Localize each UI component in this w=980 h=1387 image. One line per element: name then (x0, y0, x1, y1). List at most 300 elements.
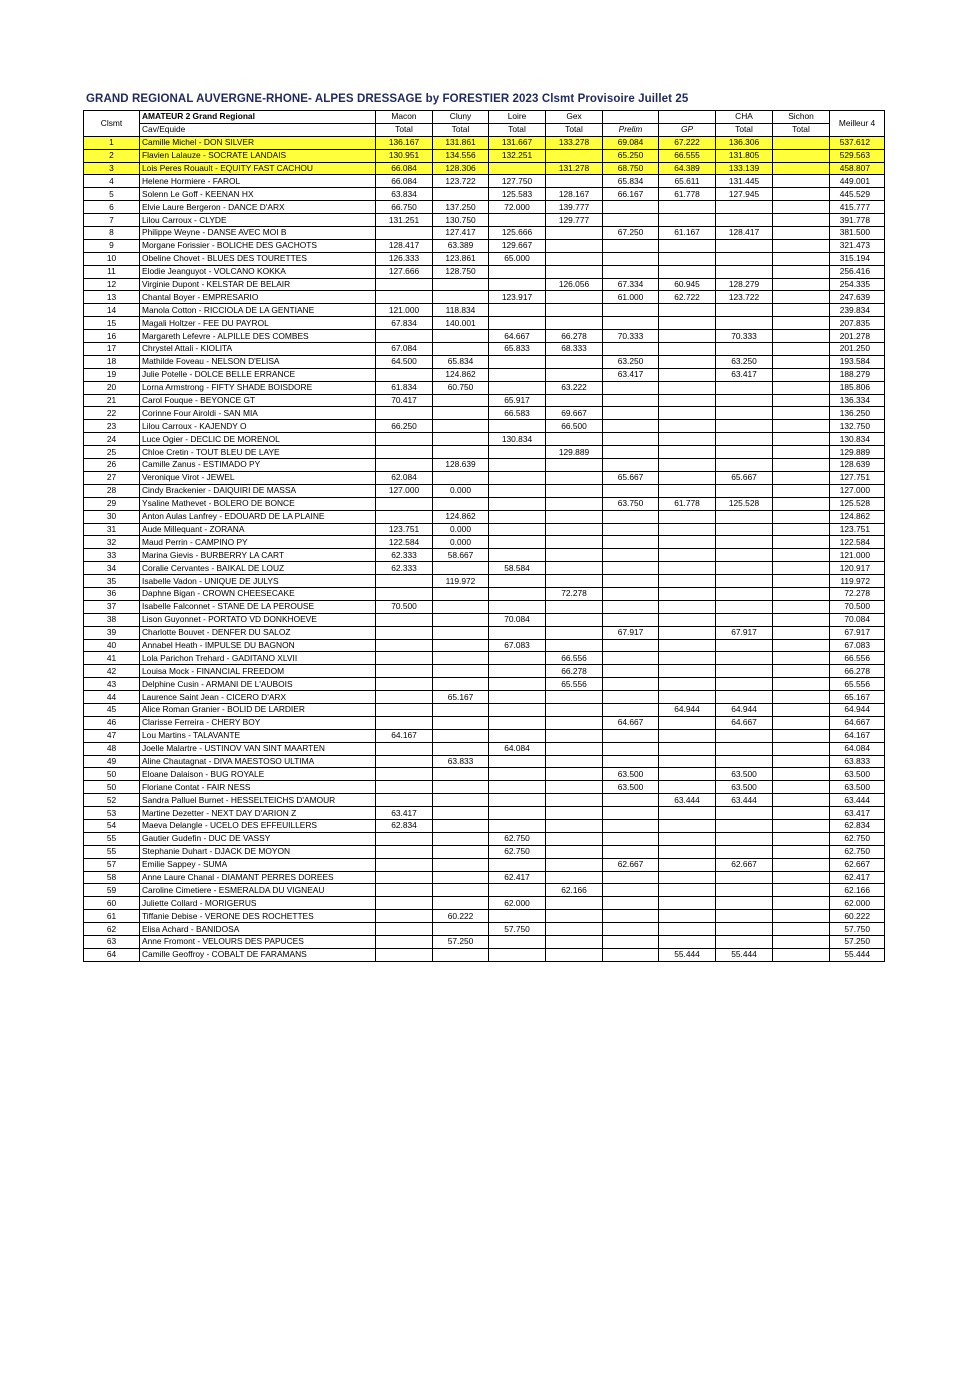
rank-cell: 53 (84, 807, 140, 820)
score-cell-sichon (773, 652, 830, 665)
best-four-cell: 60.222 (830, 910, 885, 923)
score-cell-gp (659, 936, 716, 949)
score-cell-gex (546, 433, 603, 446)
rank-cell: 24 (84, 433, 140, 446)
score-cell-sichon (773, 858, 830, 871)
score-cell-gp: 62.722 (659, 291, 716, 304)
score-cell-prelim: 65.667 (603, 471, 659, 484)
score-cell-gex: 68.333 (546, 343, 603, 356)
score-cell-prelim (603, 201, 659, 214)
header-row-bottom (84, 123, 885, 136)
rank-cell: 57 (84, 858, 140, 871)
rank-cell: 48 (84, 742, 140, 755)
score-cell-gp (659, 910, 716, 923)
score-cell-sichon (773, 819, 830, 832)
best-four-cell: 136.250 (830, 407, 885, 420)
rider-horse-cell: Chloe Cretin - TOUT BLEU DE LAYE (140, 446, 376, 459)
table-row (84, 652, 885, 665)
score-cell-macon: 127.666 (376, 265, 433, 278)
column-header-gp-top (659, 111, 716, 124)
score-cell-cluny (433, 807, 489, 820)
score-cell-sichon (773, 613, 830, 626)
score-cell-gex (546, 832, 603, 845)
score-cell-loire (489, 794, 546, 807)
score-cell-gp (659, 781, 716, 794)
score-cell-sichon (773, 936, 830, 949)
score-cell-gex (546, 575, 603, 588)
best-four-cell: 63.833 (830, 755, 885, 768)
score-cell-cluny (433, 587, 489, 600)
score-cell-loire (489, 587, 546, 600)
rider-horse-cell: Floriane Contat - FAIR NESS (140, 781, 376, 794)
score-cell-cha: 70.333 (716, 330, 773, 343)
rider-horse-cell: Corinne Four Airoldi - SAN MIA (140, 407, 376, 420)
score-cell-cha (716, 897, 773, 910)
score-cell-prelim (603, 948, 659, 961)
score-cell-cha (716, 201, 773, 214)
rider-horse-cell: Solenn Le Goff - KEENAN HX (140, 188, 376, 201)
score-cell-sichon (773, 871, 830, 884)
score-cell-cha (716, 549, 773, 562)
score-cell-prelim (603, 394, 659, 407)
score-cell-gex (546, 613, 603, 626)
score-cell-prelim (603, 304, 659, 317)
score-cell-cha (716, 691, 773, 704)
score-cell-loire: 65.000 (489, 252, 546, 265)
score-cell-prelim (603, 343, 659, 356)
score-cell-gp (659, 665, 716, 678)
table-row (84, 265, 885, 278)
score-cell-gp (659, 742, 716, 755)
score-cell-loire (489, 665, 546, 678)
score-cell-macon: 64.167 (376, 729, 433, 742)
score-cell-sichon (773, 407, 830, 420)
rank-cell: 61 (84, 910, 140, 923)
score-cell-gp (659, 252, 716, 265)
table-row (84, 575, 885, 588)
table-row (84, 149, 885, 162)
rank-cell: 44 (84, 691, 140, 704)
score-cell-sichon (773, 394, 830, 407)
best-four-cell: 64.084 (830, 742, 885, 755)
score-cell-cha (716, 394, 773, 407)
score-cell-prelim (603, 742, 659, 755)
score-cell-gex (546, 368, 603, 381)
rider-horse-cell: Flavien Lalauze - SOCRATE LANDAIS (140, 149, 376, 162)
score-cell-prelim: 67.334 (603, 278, 659, 291)
rank-cell: 37 (84, 600, 140, 613)
score-cell-cha: 125.528 (716, 497, 773, 510)
score-cell-gex: 66.278 (546, 330, 603, 343)
table-row (84, 807, 885, 820)
score-cell-cluny: 63.833 (433, 755, 489, 768)
table-row (84, 523, 885, 536)
best-four-cell: 315.194 (830, 252, 885, 265)
table-row (84, 691, 885, 704)
score-cell-gex (546, 703, 603, 716)
score-cell-cha: 65.667 (716, 471, 773, 484)
best-four-cell: 136.334 (830, 394, 885, 407)
score-cell-gex: 69.667 (546, 407, 603, 420)
score-cell-gex (546, 459, 603, 472)
score-cell-macon (376, 459, 433, 472)
best-four-cell: 55.444 (830, 948, 885, 961)
table-row (84, 407, 885, 420)
best-four-cell: 132.750 (830, 420, 885, 433)
score-cell-cluny (433, 497, 489, 510)
best-four-cell: 256.416 (830, 265, 885, 278)
table-row (84, 845, 885, 858)
score-cell-gp (659, 639, 716, 652)
score-cell-macon (376, 923, 433, 936)
best-four-cell: 67.917 (830, 626, 885, 639)
score-cell-prelim (603, 549, 659, 562)
score-cell-macon (376, 575, 433, 588)
best-four-cell: 65.167 (830, 691, 885, 704)
score-cell-gex (546, 355, 603, 368)
score-cell-sichon (773, 562, 830, 575)
score-cell-gp (659, 832, 716, 845)
rider-horse-cell: Daphne Bigan - CROWN CHEESECAKE (140, 587, 376, 600)
rank-cell: 29 (84, 497, 140, 510)
best-four-cell: 62.166 (830, 884, 885, 897)
rank-cell: 58 (84, 871, 140, 884)
score-cell-macon (376, 613, 433, 626)
score-cell-cluny (433, 446, 489, 459)
score-cell-gp: 55.444 (659, 948, 716, 961)
score-cell-cluny (433, 394, 489, 407)
category-header: AMATEUR 2 Grand Regional (140, 111, 376, 124)
score-cell-macon (376, 768, 433, 781)
score-cell-gex (546, 510, 603, 523)
best-four-cell: 201.278 (830, 330, 885, 343)
best-four-cell: 62.834 (830, 819, 885, 832)
score-cell-cha: 131.805 (716, 149, 773, 162)
score-cell-cha: 62.667 (716, 858, 773, 871)
best-four-cell: 67.083 (830, 639, 885, 652)
table-row (84, 936, 885, 949)
score-cell-loire: 127.750 (489, 175, 546, 188)
score-cell-loire (489, 729, 546, 742)
score-cell-sichon (773, 742, 830, 755)
score-cell-prelim (603, 794, 659, 807)
best-four-cell: 537.612 (830, 136, 885, 149)
score-cell-macon (376, 936, 433, 949)
table-row (84, 252, 885, 265)
score-cell-loire: 67.083 (489, 639, 546, 652)
table-row (84, 729, 885, 742)
score-cell-cluny: 60.750 (433, 381, 489, 394)
score-cell-sichon (773, 948, 830, 961)
score-cell-sichon (773, 188, 830, 201)
results-table (83, 110, 885, 962)
score-cell-loire: 131.667 (489, 136, 546, 149)
rank-cell: 26 (84, 459, 140, 472)
score-cell-cluny (433, 188, 489, 201)
score-cell-prelim (603, 613, 659, 626)
rank-cell: 36 (84, 587, 140, 600)
score-cell-sichon (773, 433, 830, 446)
score-cell-loire (489, 626, 546, 639)
score-cell-cha (716, 536, 773, 549)
rider-horse-cell: Lola Parichon Trehard - GADITANO XLVII (140, 652, 376, 665)
score-cell-sichon (773, 703, 830, 716)
score-cell-cluny: 130.750 (433, 214, 489, 227)
score-cell-sichon (773, 381, 830, 394)
table-row (84, 897, 885, 910)
score-cell-macon: 136.167 (376, 136, 433, 149)
table-row (84, 343, 885, 356)
score-cell-cha (716, 871, 773, 884)
score-cell-cluny (433, 562, 489, 575)
rank-cell: 64 (84, 948, 140, 961)
best-four-cell: 121.000 (830, 549, 885, 562)
best-four-cell: 124.862 (830, 510, 885, 523)
rider-horse-cell: Isabelle Falconnet - STANE DE LA PEROUSE (140, 600, 376, 613)
score-cell-prelim: 63.417 (603, 368, 659, 381)
table-row (84, 394, 885, 407)
score-cell-cluny: 0.000 (433, 523, 489, 536)
table-row (84, 227, 885, 240)
rank-cell: 12 (84, 278, 140, 291)
score-cell-prelim (603, 536, 659, 549)
score-cell-cha: 64.944 (716, 703, 773, 716)
score-cell-sichon (773, 497, 830, 510)
score-cell-loire (489, 807, 546, 820)
score-cell-prelim (603, 446, 659, 459)
score-cell-cluny (433, 832, 489, 845)
best-four-cell: 254.335 (830, 278, 885, 291)
rider-horse-cell: Charlotte Bouvet - DENFER DU SALOZ (140, 626, 376, 639)
score-cell-cluny (433, 948, 489, 961)
score-cell-gex (546, 317, 603, 330)
score-cell-macon: 66.250 (376, 420, 433, 433)
score-cell-sichon (773, 227, 830, 240)
table-row (84, 368, 885, 381)
score-cell-macon: 127.000 (376, 484, 433, 497)
rank-cell: 6 (84, 201, 140, 214)
rider-horse-cell: Aude Millequant - ZORANA (140, 523, 376, 536)
score-cell-gp (659, 729, 716, 742)
table-row (84, 562, 885, 575)
score-cell-gex: 129.777 (546, 214, 603, 227)
rider-horse-cell: Lilou Carroux - KAJENDY O (140, 420, 376, 433)
rider-horse-cell: Philippe Weyne - DANSE AVEC MOI B (140, 227, 376, 240)
rider-horse-cell: Louisa Mock - FINANCIAL FREEDOM (140, 665, 376, 678)
score-cell-gex (546, 484, 603, 497)
score-cell-gp (659, 858, 716, 871)
score-cell-gp (659, 368, 716, 381)
score-cell-gp (659, 484, 716, 497)
score-cell-cluny: 63.389 (433, 239, 489, 252)
score-cell-gex (546, 691, 603, 704)
score-cell-prelim: 68.750 (603, 162, 659, 175)
rank-cell: 10 (84, 252, 140, 265)
best-four-cell: 391.778 (830, 214, 885, 227)
score-cell-macon: 66.084 (376, 162, 433, 175)
best-four-cell: 64.167 (830, 729, 885, 742)
best-four-cell: 62.750 (830, 845, 885, 858)
rank-cell: 2 (84, 149, 140, 162)
score-cell-prelim: 63.500 (603, 781, 659, 794)
score-cell-sichon (773, 587, 830, 600)
score-cell-loire (489, 355, 546, 368)
score-cell-prelim: 62.667 (603, 858, 659, 871)
table-row (84, 446, 885, 459)
score-cell-gex (546, 897, 603, 910)
score-cell-macon: 62.333 (376, 549, 433, 562)
score-cell-prelim: 63.750 (603, 497, 659, 510)
rider-horse-cell: Eloane Dalaison - BUG ROYALE (140, 768, 376, 781)
table-row (84, 291, 885, 304)
rank-cell: 59 (84, 884, 140, 897)
score-cell-gex (546, 175, 603, 188)
score-cell-gp (659, 923, 716, 936)
score-cell-macon: 64.500 (376, 355, 433, 368)
score-cell-loire (489, 691, 546, 704)
score-cell-macon (376, 871, 433, 884)
rank-cell: 38 (84, 613, 140, 626)
score-cell-macon (376, 639, 433, 652)
score-cell-prelim: 67.917 (603, 626, 659, 639)
score-cell-gp: 61.778 (659, 497, 716, 510)
score-cell-sichon (773, 265, 830, 278)
best-four-cell: 66.556 (830, 652, 885, 665)
score-cell-gex (546, 948, 603, 961)
best-four-cell: 247.639 (830, 291, 885, 304)
best-four-cell: 70.084 (830, 613, 885, 626)
score-cell-gp (659, 201, 716, 214)
table-row (84, 794, 885, 807)
score-cell-gex (546, 781, 603, 794)
rider-horse-cell: Margareth Lefevre - ALPILLE DES COMBES (140, 330, 376, 343)
score-cell-gp (659, 807, 716, 820)
column-subheader-sichon: Total (773, 123, 830, 136)
table-row (84, 420, 885, 433)
score-cell-cha: 63.250 (716, 355, 773, 368)
score-cell-cha (716, 562, 773, 575)
score-cell-prelim: 63.250 (603, 355, 659, 368)
table-row (84, 214, 885, 227)
score-cell-gex (546, 291, 603, 304)
score-cell-macon (376, 910, 433, 923)
score-cell-gex (546, 871, 603, 884)
table-row (84, 587, 885, 600)
best-four-cell: 188.279 (830, 368, 885, 381)
score-cell-gp (659, 381, 716, 394)
score-cell-cha (716, 239, 773, 252)
score-cell-gex (546, 239, 603, 252)
score-cell-cluny (433, 871, 489, 884)
score-cell-macon (376, 897, 433, 910)
rider-horse-cell: Sandra Palluel Burnet - HESSELTEICHS D'AMOUR (140, 794, 376, 807)
score-cell-macon (376, 626, 433, 639)
score-cell-prelim: 67.250 (603, 227, 659, 240)
score-cell-macon: 61.834 (376, 381, 433, 394)
score-cell-gex (546, 536, 603, 549)
table-row (84, 484, 885, 497)
score-cell-gp (659, 304, 716, 317)
rank-cell: 11 (84, 265, 140, 278)
score-cell-macon (376, 652, 433, 665)
best-four-cell: 62.000 (830, 897, 885, 910)
score-cell-gp (659, 523, 716, 536)
score-cell-loire (489, 381, 546, 394)
rank-cell: 49 (84, 755, 140, 768)
score-cell-macon (376, 781, 433, 794)
best-four-cell: 62.667 (830, 858, 885, 871)
score-cell-gex (546, 910, 603, 923)
score-cell-macon (376, 858, 433, 871)
rank-cell: 33 (84, 549, 140, 562)
best-four-cell: 63.500 (830, 768, 885, 781)
score-cell-cluny: 128.639 (433, 459, 489, 472)
score-cell-cha (716, 910, 773, 923)
rider-horse-cell: Maud Perrin - CAMPINO PY (140, 536, 376, 549)
score-cell-gp (659, 613, 716, 626)
rider-horse-cell: Veronique Virot - JEWEL (140, 471, 376, 484)
score-cell-sichon (773, 845, 830, 858)
table-row (84, 910, 885, 923)
rank-cell: 23 (84, 420, 140, 433)
score-cell-cha (716, 523, 773, 536)
score-cell-sichon (773, 910, 830, 923)
table-row (84, 162, 885, 175)
rank-cell: 13 (84, 291, 140, 304)
score-cell-cha: 64.667 (716, 716, 773, 729)
score-cell-macon: 131.251 (376, 214, 433, 227)
score-cell-sichon (773, 639, 830, 652)
rider-horse-cell: Anne Fromont - VELOURS DES PAPUCES (140, 936, 376, 949)
score-cell-sichon (773, 781, 830, 794)
score-cell-loire: 130.834 (489, 433, 546, 446)
score-cell-gex (546, 923, 603, 936)
table-row (84, 639, 885, 652)
rank-cell: 55 (84, 832, 140, 845)
score-cell-prelim (603, 691, 659, 704)
score-cell-macon (376, 407, 433, 420)
score-cell-loire: 70.084 (489, 613, 546, 626)
score-cell-prelim (603, 587, 659, 600)
score-cell-prelim: 65.834 (603, 175, 659, 188)
score-cell-prelim (603, 214, 659, 227)
score-cell-cha (716, 446, 773, 459)
rider-horse-cell: Morgane Forissier - BOLICHE DES GACHOTS (140, 239, 376, 252)
table-row (84, 471, 885, 484)
score-cell-prelim (603, 407, 659, 420)
score-cell-gex (546, 845, 603, 858)
score-cell-gex (546, 149, 603, 162)
score-cell-cha (716, 678, 773, 691)
rider-horse-cell: Marina Gievis - BURBERRY LA CART (140, 549, 376, 562)
rider-horse-cell: Coralie Cervantes - BAIKAL DE LOUZ (140, 562, 376, 575)
rank-cell: 52 (84, 794, 140, 807)
score-cell-sichon (773, 884, 830, 897)
score-cell-loire (489, 755, 546, 768)
rank-cell: 20 (84, 381, 140, 394)
score-cell-loire: 65.917 (489, 394, 546, 407)
score-cell-gex (546, 252, 603, 265)
score-cell-loire (489, 368, 546, 381)
score-cell-gp (659, 845, 716, 858)
score-cell-loire (489, 317, 546, 330)
score-cell-sichon (773, 794, 830, 807)
score-cell-macon (376, 703, 433, 716)
score-cell-sichon (773, 446, 830, 459)
score-cell-macon (376, 278, 433, 291)
table-row (84, 678, 885, 691)
rank-cell: 19 (84, 368, 140, 381)
